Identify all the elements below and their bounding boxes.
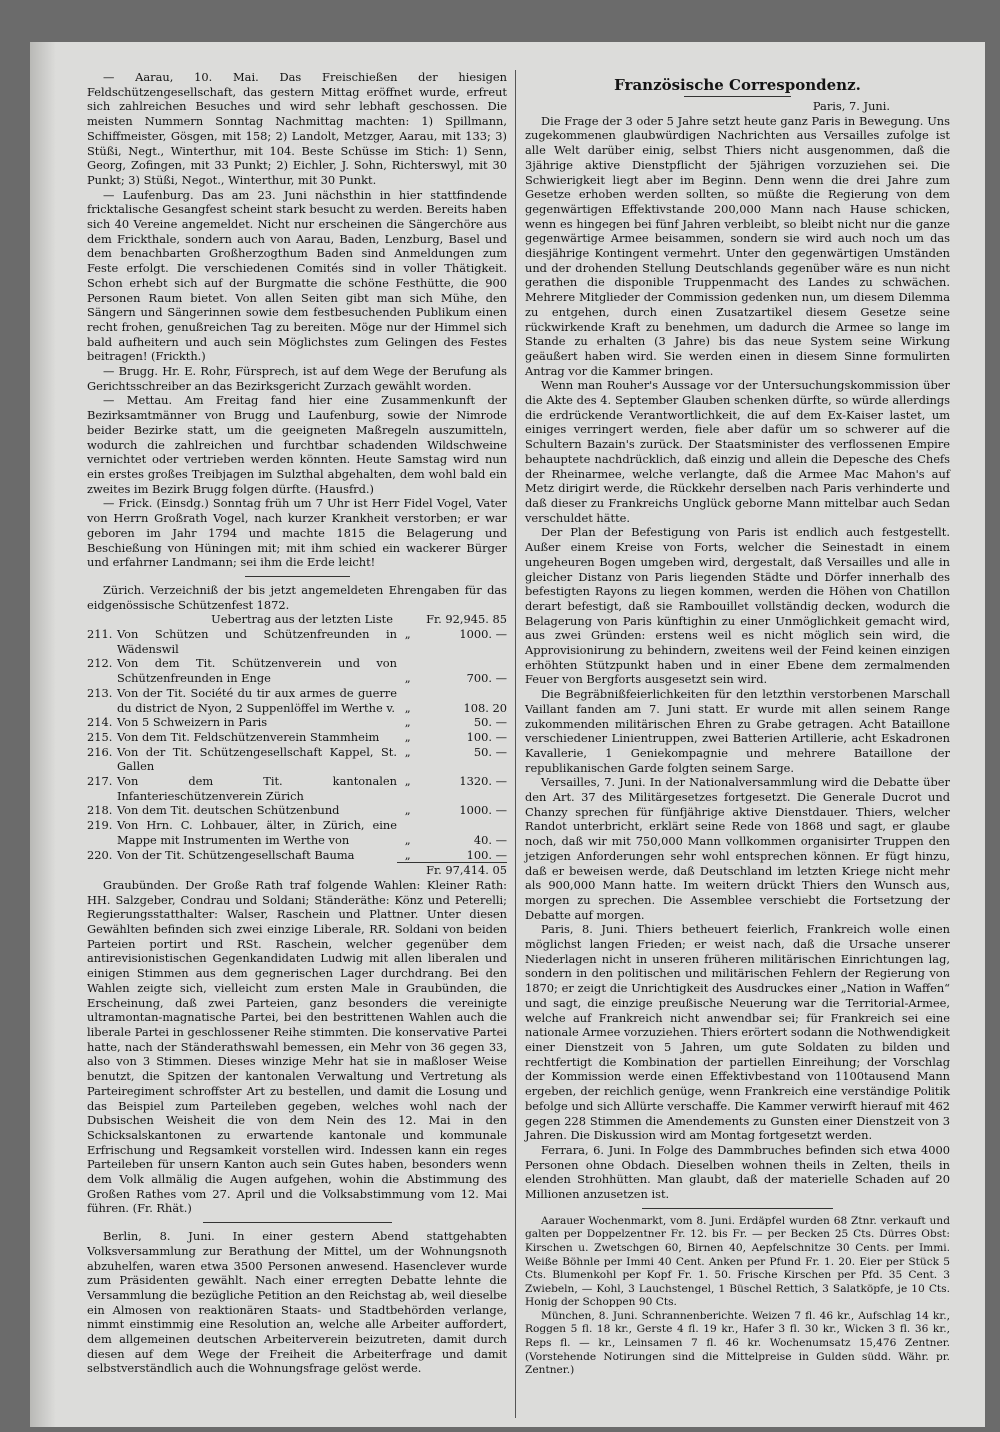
article-brugg: — Brugg. Hr. E. Rohr, Fürsprech, ist auf dem Wege der Berufung als Gerichtsschreiber an das Bezirksgericht Zurzach gewählt worden.	[87, 364, 507, 393]
article-mettau: — Mettau. Am Freitag fand hier eine Zusammenkunft der Bezirksamtmänner von Brugg und Laufenburg, sowie der Nimrode beider Bezirke statt, um die geeigneten Maßregeln auszumitteln, wodurch die zahlreichen und furchtbar schadenden Wildschweine vernichtet oder vertrieben werden könnten. Heute Samstag wird nun ein erstes großes Treibjagen im Sulzthal abgehalten, dem wohl bald ein zweites im Bezirk Brugg folgen dürfte. (Hausfrd.)	[87, 393, 507, 496]
carry-amount: Fr. 92,945. 85	[426, 612, 507, 627]
section-heading: Französische Correspondenz.	[614, 76, 861, 94]
left-column	[87, 70, 507, 1376]
table-row: 215. Von dem Tit. Feldschützenverein Stammheim „ 100. —	[87, 729, 507, 744]
article-laufenburg: — Laufenburg. Das am 23. Juni nächsthin in hier stattfindende fricktalische Gesangfest scheint stark besucht zu werden. Bereits haben sich 40 Vereine angemeldet. Nicht nur erscheinen die Sängerchöre aus dem Frickthale, sondern auch von Aarau, Baden, Lenzburg, Basel und dem benachbarten Großherzogthum Baden sind Anmeldungen zum Feste erfolgt. Die verschiedenen Comités sind in voller Thätigkeit. Schon erhebt sich auf der Burgmatte die schöne Festhütte, die 900 Personen Raum bietet. Von allen Seiten gibt man sich Mühe, den Sängern und Sängerinnen sowie dem festbesuchenden Publikum einen recht frohen, genußreichen Tag zu bereiten. Möge nur der Himmel sich bald aufheitern und auch sein Möglichstes zum Gelingen des Festes beitragen! (Frickth.)	[87, 187, 507, 364]
table-row: 217. Von dem Tit. kantonalen Infanterieschützenverein Zürich „ 1320. —	[87, 774, 507, 803]
right-column	[525, 70, 950, 1378]
article-graubuenden: Graubünden. Der Große Rath traf folgende Wahlen: Kleiner Rath: HH. Salzgeber, Condrau und Soldani; Ständeräthe: Könz und Peterelli; Regierungsstatthalter: Walser, Raschein und Plattner. Unter diesen Gewählten befinden sich zwei einzige Liberale, RR. Soldani von beiden Parteien portirt und RSt. Raschein, welcher gegenüber dem antirevisionistischen Gegenkandidaten Ludwig mit allen liberalen und einigen Stimmen aus dem gegnerischen Lager durchdrang. Bei den Wahlen zeigte sich, vielleicht zum ersten Male in Graubünden, die Erscheinung, daß zwei Parteien, ganz besonders die vereinigte ultramontan-magnatische Partei, bei den bestrittenen Wahlen auch die liberale Partei in geschlossener Reihe stimmten. Die konservative Partei hatte, nach der Ständerathswahl bemessen, ein Mehr von 36 gegen 33, also von 3 Stimmen. Dieses winzige Mehr hat sie in maßloser Weise benutzt, die Spitzen der kantonalen Verwaltung und Vertretung als Parteiregiment schroffster Art zu bestellen, und damit die Losung und das Beispiel zum Parteileben gegeben, welches wohl nach der Dubsischen Weisheit die von dem Nein des 12. Mai in den Schicksalskantonen zu erwartende kantonale und kommunale Erfrischung und Regsamkeit vorstellen wird. Indessen kann ein reges Parteileben für unsern Kanton auch sein Gutes haben, besonders wenn dem Volk allmälig die Augen aufgehen, wohin die Abstimmung des Großen Rathes vom 27. April und die Volksabstimmung vom 12. Mai führen. (Fr. Rhät.)	[87, 877, 507, 1216]
market-aarau: Aarauer Wochenmarkt, vom 8. Juni. Erdäpfel wurden 68 Ztnr. verkauft und galten per Doppelzentner Fr. 12. bis Fr. — per Becken 25 Cts. Dürres Obst: Kirschen u. Zwetschgen 60, Birnen 40, Aepfelschnitze 30 Cents. per Immi. Weiße Böhnle per Immi 40 Cent. Anken per Pfund Fr. 1. 20. Eier per Stück 5 Cts. Blumenkohl per Kopf Fr. 1. 50. Frische Kirschen per Pfd. 35 Cent. 3 Zwiebeln, — Kohl, 3 Lauchstengel, 1 Büschel Rettich, 3 Salatköpfe, je 10 Cts. Honig der Schoppen 90 Cts.	[525, 1214, 950, 1309]
separator	[245, 576, 350, 577]
newspaper-page	[30, 42, 985, 1427]
separator	[203, 1222, 392, 1223]
article-rouher: Wenn man Rouher's Aussage vor der Untersuchungskommission über die Akte des 4. September Glauben schenken dürfte, so würde allerdings die erdrückende Verantwortlichkeit, die auf dem Ex-Kaiser lastet, um einiges verringert werden, fiele aber dafür um so schwerer auf die Schultern Bazain's zurück. Der Staatsminister des verflossenen Empire behauptete nachdrücklich, daß einzig und allein die Depesche des Chefs der Rheinarmee, welche verlangte, daß die Armee Mac Mahon's auf Metz dirigirt werde, die Rückkehr derselben nach Paris verhinderte und daß dieser zu Frankreichs Unglück geborne Mann mittelbar auch Sedan verschuldet hätte.	[525, 378, 950, 525]
table-row: 216. Von der Tit. Schützengesellschaft Kappel, St. Gallen „ 50. —	[87, 744, 507, 774]
table-row: 214. Von 5 Schweizern in Paris „ 50. —	[87, 715, 507, 730]
article-frick: — Frick. (Einsdg.) Sonntag früh um 7 Uhr ist Herr Fidel Vogel, Vater von Herrn Großrath Vogel, nach kurzer Krankheit verstorben; er war geboren im Jahr 1794 und machte 1815 die Belagerung und Beschießung von Hüningen mit; mit ihm schied ein wackerer Bürger und erfahrner Landmann; sei ihm die Erde leicht!	[87, 496, 507, 570]
carry-label: Uebertrag aus der letzten Liste	[211, 612, 393, 627]
article-berlin: Berlin, 8. Juni. In einer gestern Abend stattgehabten Volksversammlung zur Berathung der Mittel, um der Wohnungsnoth abzuhelfen, waren etwa 3500 Personen anwesend. Hasenclever wurde zum Präsidenten gewählt. Nach einer erregten Debatte lehnte die Versammlung die bezügliche Petition an den Reichstag ab, weil dieselbe ein Almosen von reaktionären Staats- und Stadtbehörden verlange, nimmt einstimmig eine Resolution an, welche alle Arbeiter auffordert, dem allgemeinen deutschen Arbeiterverein beizutreten, damit durch diesen auf dem Wege der Freiheit die Arbeiterfrage und damit selbstverständlich auch die Wohnungsfrage gelöst werde.	[87, 1229, 507, 1376]
article-vaillant: Die Begräbnißfeierlichkeiten für den letzthin verstorbenen Marschall Vaillant fanden am 7. Juni statt. Er wurde mit allen seinem Range zukommenden militärischen Ehren zu Grabe getragen. Acht Bataillone verschiedener Linientruppen, zwei Batterien Artillerie, acht Eskadronen Kavallerie, 1 Geniekompagnie und mehrere Bataillone der republikanischen Garde folgten seinem Sarge.	[525, 687, 950, 775]
table-row: 220. Von der Tit. Schützengesellschaft Bauma „ 100. —	[87, 847, 507, 862]
table-row: 218. Von dem Tit. deutschen Schützenbund „ 1000. —	[87, 803, 507, 818]
zuerich-list-heading: Zürich. Verzeichniß der bis jetzt angemeldeten Ehrengaben für das eidgenössische Schützenfest 1872.	[87, 582, 507, 612]
total-row	[87, 863, 507, 878]
article-versailles: Versailles, 7. Juni. In der Nationalversammlung wird die Debatte über den Art. 37 des Militärgesetzes fortgesetzt. Die Generale Ducrot und Chanzy sprechen für fünfjährige aktive Dienstdauer. Thiers, welcher Randot unterbricht, erklärt seine Rede von 1868 und sagt, er glaube noch, daß wir mit 750,000 Mann vollkommen organisirter Truppen den jetzigen Anforderungen sehr wohl entsprechen können. Er fügt hinzu, daß er beweisen werde, daß Deutschland im letzten Kriege nicht mehr als 900,000 Mann hatte. Im weitern drückt Thiers den Wunsch aus, morgen zu sprechen. Die Assemblee verschiebt die Fortsetzung der Debatte auf morgen.	[525, 775, 950, 922]
table-row: 219. Von Hrn. C. Lohbauer, älter, in Zürich, eine Mappe mit Instrumenten im Werthe von „ 40. —	[87, 818, 507, 847]
dateline: Paris, 7. Juni.	[812, 99, 890, 113]
article-befestigung: Der Plan der Befestigung von Paris ist endlich auch festgestellt. Außer einem Kreise von Forts, welcher die Seinestadt in einem ungeheuren Bogen umgeben wird, dergestalt, daß Versailles und alle in gleicher Distanz von Paris liegenden Städte und Dörfer innerhalb des befestigten Rayons zu liegen kommen, werden die Höhen von Chatillon derart befestigt, daß sie Rambouillet vollständig decken, wodurch die Belagerung von Paris künftighin zu einer Unmöglichkeit gemacht wird, aus zwei Gründen: erstens weil es nicht möglich sein wird, die Approvisionirung zu behindern, zweitens weil der Feind keinen einzigen erhöhten Stützpunkt haben und in einer Ebene dem zermalmenden Feuer von Bergforts ausgesetzt sein wird.	[525, 525, 950, 687]
table-row: 211. Von Schützen und Schützenfreunden in Wädenswil „ 1000. —	[87, 627, 507, 656]
table-row: 213. Von der Tit. Société du tir aux armes de guerre du district de Nyon, 2 Suppenlöffel im Werthe v. „ 108. 20	[87, 685, 507, 715]
carry-row	[87, 612, 507, 627]
market-muenchen: München, 8. Juni. Schrannenberichte. Weizen 7 fl. 46 kr., Aufschlag 14 kr., Roggen 5 fl. 18 kr., Gerste 4 fl. 19 kr., Hafer 3 fl. 30 kr., Wicken 3 fl. 36 kr., Reps fl. — kr., Leinsamen 7 fl. 46 kr. Wochenumsatz 15,476 Zentner. (Vorstehende Notirungen sind die Mittelpreise in Gulden südd. Währ. pr. Zentner.)	[525, 1309, 950, 1377]
heading-rule	[684, 96, 790, 97]
article-paris-thiers: Paris, 8. Juni. Thiers betheuert feierlich, Frankreich wolle einen möglichst langen Frieden; er weist nach, daß die Ursache unserer Niederlagen nicht in unseren früheren militärischen Einrichtungen lag, sondern in den politischen und militärischen Fehlern der Regierung von 1870; er zeigt die Unrichtigkeit des Ausdruckes einer „Nation in Waffen“ und sagt, die einzige preußische Neuerung war die Territorial-Armee, welche auf Frankreich nicht anwendbar sei; für Frankreich sei eine nationale Armee vorzuziehen. Thiers erörtert sodann die Nothwendigkeit einer Dienstzeit von 5 Jahren, um gute Soldaten zu bilden und rechtfertigt die Kombination der partiellen Einreihung; der Vorschlag der Kommission werde einen Effektivbestand von 1100tausend Mann ergeben, der reichlich genüge, wenn Frankreich eine verständige Politik befolge und sich Allürte verschaffe. Die Kammer verwirft hierauf mit 462 gegen 228 Stimmen die Amendements zu Gunsten einer Dienstzeit von 3 Jahren. Die Diskussion wird am Montag fortgesetzt werden.	[525, 922, 950, 1143]
donation-table	[87, 612, 507, 878]
table-row: 212. Von dem Tit. Schützenverein und von Schützenfreunden in Enge „ 700. —	[87, 656, 507, 686]
article-ferrara: Ferrara, 6. Juni. In Folge des Dammbruches befinden sich etwa 4000 Personen ohne Obdach. Dieselben wohnen theils in Zelten, theils in elenden Strohhütten. Man glaubt, daß der materielle Schaden auf 20 Millionen anzusetzen ist.	[525, 1142, 950, 1202]
separator	[642, 1208, 833, 1209]
article-aarau: — Aarau, 10. Mai. Das Freischießen der hiesigen Feldschützengesellschaft, das gestern Mittag eröffnet wurde, erfreut sich zahlreichen Besuches und wird sehr lebhaft geschossen. Die meisten Nummern Sonntag Nachmittag machten: 1) Spillmann, Schiffmeister, Gösgen, mit 158; 2) Landolt, Metzger, Aarau, mit 133; 3) Stüßi, Negt., Winterthur, mit 104. Beste Schüsse im Stich: 1) Senn, Georg, Zofingen, mit 33 Punkt; 2) Eichler, J. Sohn, Richterswyl, mit 30 Punkt; 3) Stüßi, Negot., Winterthur, mit 30 Punkt.	[87, 70, 507, 187]
article-paris-dienstzeit: Die Frage der 3 oder 5 Jahre setzt heute ganz Paris in Bewegung. Uns zugekommenen glaubwürdigen Nachrichten aus Versailles zufolge ist alle Welt darüber einig, selbst Thiers nicht ausgenommen, daß die 3jährige aktive Dienstpflicht der 5jährigen vorzuziehen sei. Die Schwierigkeit liegt aber im Beginn. Denn wenn die drei Jahre zum Gesetze erhoben werden sollten, so müßte die Regierung von dem gegenwärtigen Effektivstande 200,000 Mann nach Hause schicken, wenn es hingegen bei fünf Jahren verbleibt, so bleibt nicht nur die ganze gegenwärtige Armee beisammen, sondern sie wird auch noch um das diesjährige Kontingent vermehrt. Unter den gegenwärtigen Umständen und der drohenden Stellung Deutschlands gegenüber wäre es nun nicht gerathen die disponible Truppenmacht des Landes zu schwächen. Mehrere Mitglieder der Commission gedenken nun, um diesem Dilemma zu entgehen, durch einen Zusatzartikel diesem Gesetze seine rückwirkende Kraft zu benehmen, um dadurch die Armee so lange im Stande zu erhalten (3 Jahre) bis das neue System seine Wirkung geäußert haben wird. Sie werden einen in diesem Sinne formulirten Antrag vor die Kammer bringen.	[525, 113, 950, 378]
page-edge-shadow	[30, 42, 56, 1427]
total-amount: Fr. 97,414. 05	[397, 863, 507, 878]
column-rule	[515, 70, 516, 1418]
